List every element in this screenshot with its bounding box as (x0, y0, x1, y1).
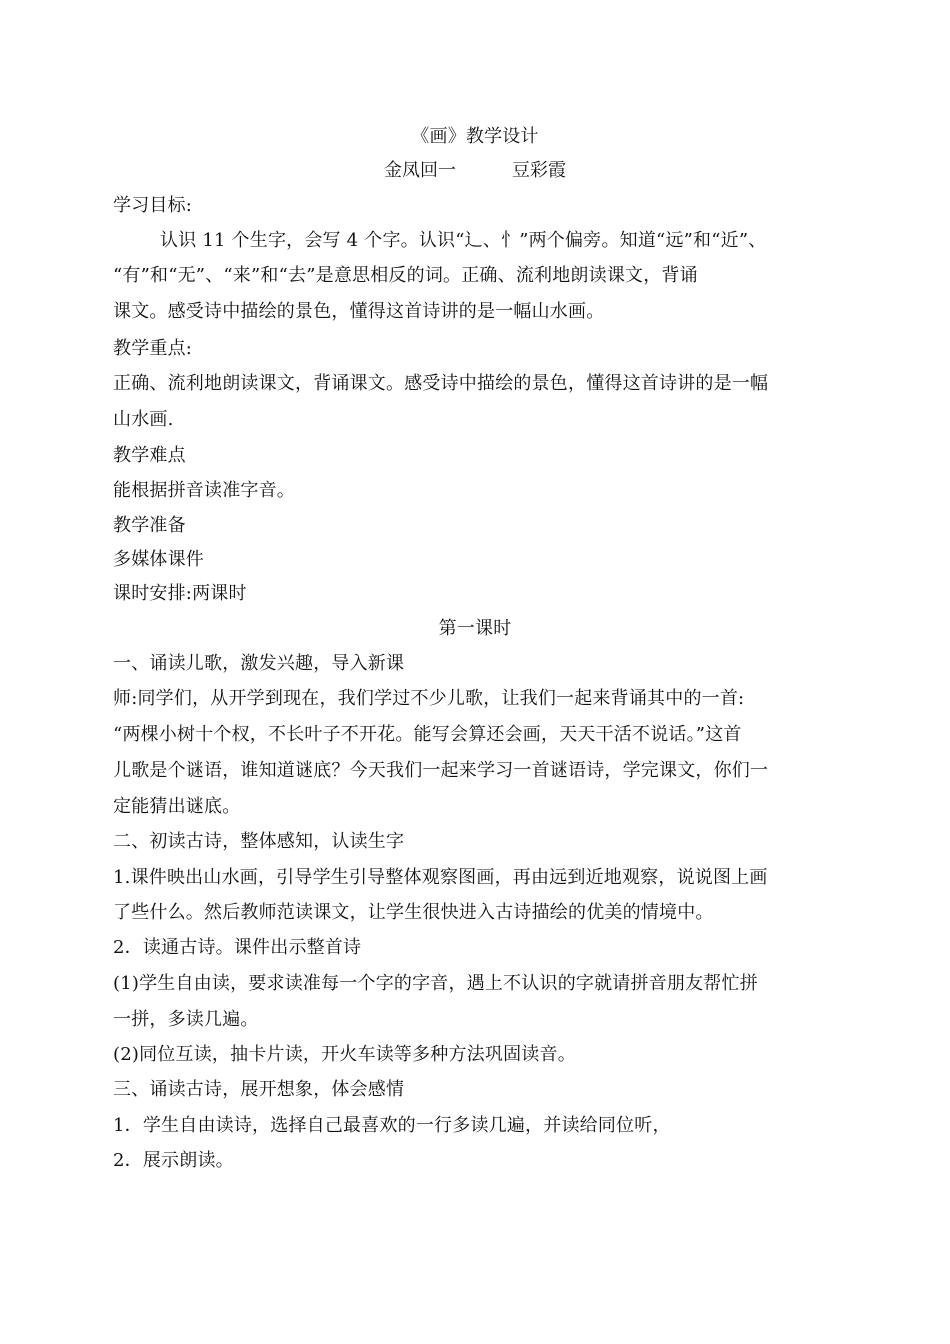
objectives-text-line-2: “有”和“无”、“来”和“去”是意思相反的词。正确、流利地朗读课文，背诵 (113, 265, 698, 286)
difficulty-text: 能根据拼音读准字音。 (113, 480, 295, 501)
preparation-text: 多媒体课件 (113, 549, 204, 570)
part1-text-line-4: 定能猜出谜底。 (113, 796, 241, 817)
part2-item1-line-1: 1.课件映出山水画，引导学生引导整体观察图画，再由远到近地观察，说说图上画 (113, 867, 768, 888)
part3-heading: 三、诵读古诗，展开想象，体会感情 (113, 1079, 405, 1100)
author-line (0, 159, 950, 183)
part2-sub1-line-1: (1)学生自由读，要求读准每一个字的字音，遇上不认识的字就请拼音朋友帮忙拼 (113, 973, 758, 994)
part1-text-line-1: 师:同学们，从开学到现在，我们学过不少儿歌，让我们一起来背诵其中的一首: (113, 688, 745, 709)
part2-item2: 2．读通古诗。课件出示整首诗 (113, 937, 362, 958)
part2-sub1-line-2: 一拼，多读几遍。 (113, 1009, 259, 1030)
part3-item2: 2．展示朗读。 (113, 1150, 234, 1171)
objectives-text-line-1: 认识 11 个生字，会写 4 个字。认识“辶、忄”两个偏旁。知道“远”和“近”、 (160, 230, 767, 251)
part3-item1: 1．学生自由读诗，选择自己最喜欢的一行多读几遍，并读给同位听， (113, 1115, 671, 1136)
author-school: 金凤回一 (384, 160, 456, 181)
part1-text-line-3: 儿歌是个谜语，谁知道谜底？今天我们一起来学习一首谜语诗，学完课文，你们一 (113, 760, 769, 781)
part2-sub2: (2)同位互读，抽卡片读，开火车读等多种方法巩固读音。 (113, 1044, 576, 1065)
difficulty-heading: 教学难点 (113, 445, 186, 466)
objectives-heading: 学习目标: (113, 195, 193, 216)
document-title: 《画》教学设计 (411, 126, 539, 147)
key-points-text-line-2: 山水画. (113, 409, 174, 430)
part2-item1-line-2: 了些什么。然后教师范读课文，让学生很快进入古诗描绘的优美的情境中。 (113, 902, 714, 923)
key-points-heading: 教学重点: (113, 338, 193, 359)
part2-heading: 二、初读古诗，整体感知，认读生字 (113, 831, 405, 852)
lesson-heading: 第一课时 (438, 618, 512, 639)
part1-text-line-2: “两棵小树十个杈，不长叶子不开花。能写会算还会画，天天干活不说话。”这首 (113, 724, 742, 745)
part1-heading: 一、诵读儿歌，激发兴趣，导入新课 (113, 653, 405, 674)
schedule-text: 课时安排:两课时 (113, 583, 247, 604)
preparation-heading: 教学准备 (113, 515, 186, 536)
objectives-text-line-3: 课文。感受诗中描绘的景色，懂得这首诗讲的是一幅山水画。 (113, 301, 605, 322)
key-points-text-line-1: 正确、流利地朗读课文，背诵课文。感受诗中描绘的景色，懂得这首诗讲的是一幅 (113, 373, 769, 394)
author-name: 豆彩霞 (512, 160, 566, 181)
